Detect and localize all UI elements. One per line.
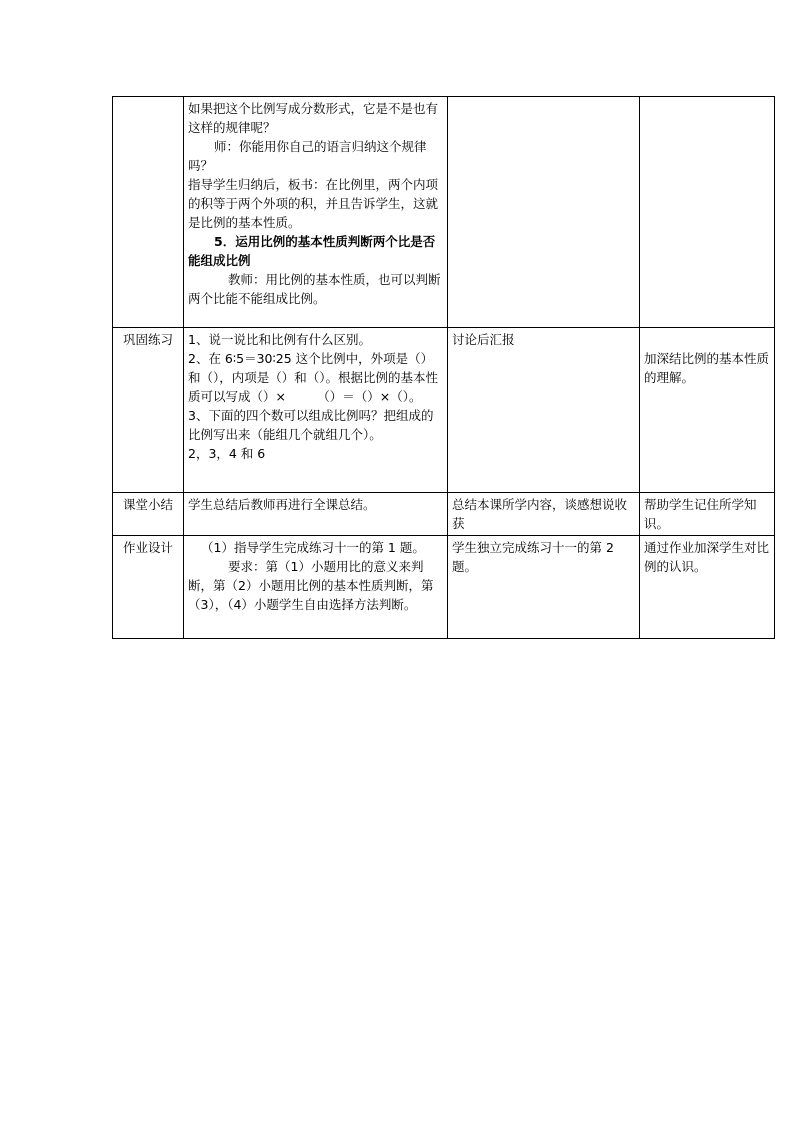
row-label: 巩固练习 — [113, 328, 184, 493]
paragraph: 2、在 6∶5＝30∶25 这个比例中，外项是（）和（），内项是（）和（）。根据比例的基本性质可以写成（）× （）＝（）×（）。 — [188, 351, 439, 404]
student-activity-cell: 讨论后汇报 — [448, 328, 640, 493]
paragraph: 1、说一说比和比例有什么区别。 — [188, 332, 371, 347]
row-label: 作业设计 — [113, 536, 184, 639]
lesson-plan-table — [112, 96, 775, 639]
table-row — [113, 97, 775, 328]
paragraph: 师：你能用你自己的语言归纳这个规律吗？ — [188, 139, 427, 173]
section-heading: 5．运用比例的基本性质判断两个比是否能组成比例 — [188, 234, 436, 268]
teaching-content-cell — [184, 97, 448, 328]
paragraph: 加深结比例的基本性质的理解。 — [644, 351, 770, 385]
teaching-content-cell — [184, 536, 448, 639]
paragraph: 要求：第（1）小题用比的意义来判断，第（2）小题用比例的基本性质判断，第（3），（4）小题学生自由选择方法判断。 — [188, 559, 434, 612]
paragraph: 指导学生归纳后，板书：在比例里，两个内项的积等于两个外项的积，并且告诉学生，这就是比例的基本性质。 — [188, 177, 439, 230]
paragraph: 2，3，4 和 6 — [188, 446, 266, 461]
paragraph: （1）指导学生完成练习十一的第 1 题。 — [201, 540, 425, 555]
design-intent-cell: 帮助学生记住所学知识。 — [640, 493, 775, 536]
paragraph: 如果把这个比例写成分数形式，它是不是也有这样的规律呢？ — [188, 101, 439, 135]
student-activity-cell: 学生独立完成练习十一的第 2 题。 — [448, 536, 640, 639]
table-row — [113, 493, 775, 536]
teaching-content-cell — [184, 328, 448, 493]
teaching-content-cell — [184, 493, 448, 536]
paragraph: 学生总结后教师再进行全课总结。 — [188, 497, 376, 512]
design-intent-cell: 通过作业加深学生对比例的认识。 — [640, 536, 775, 639]
student-activity-cell: 总结本课所学内容，谈感想说收获 — [448, 493, 640, 536]
design-intent-cell — [640, 328, 775, 493]
student-activity-cell — [448, 97, 640, 328]
table-row — [113, 536, 775, 639]
paragraph: 3、下面的四个数可以组成比例吗？把组成的比例写出来（能组几个就组几个）。 — [188, 408, 434, 442]
row-label: 课堂小结 — [113, 493, 184, 536]
table-row — [113, 328, 775, 493]
paragraph: 教师：用比例的基本性质，也可以判断两个比能不能组成比例。 — [188, 272, 441, 306]
row-label — [113, 97, 184, 328]
design-intent-cell — [640, 97, 775, 328]
